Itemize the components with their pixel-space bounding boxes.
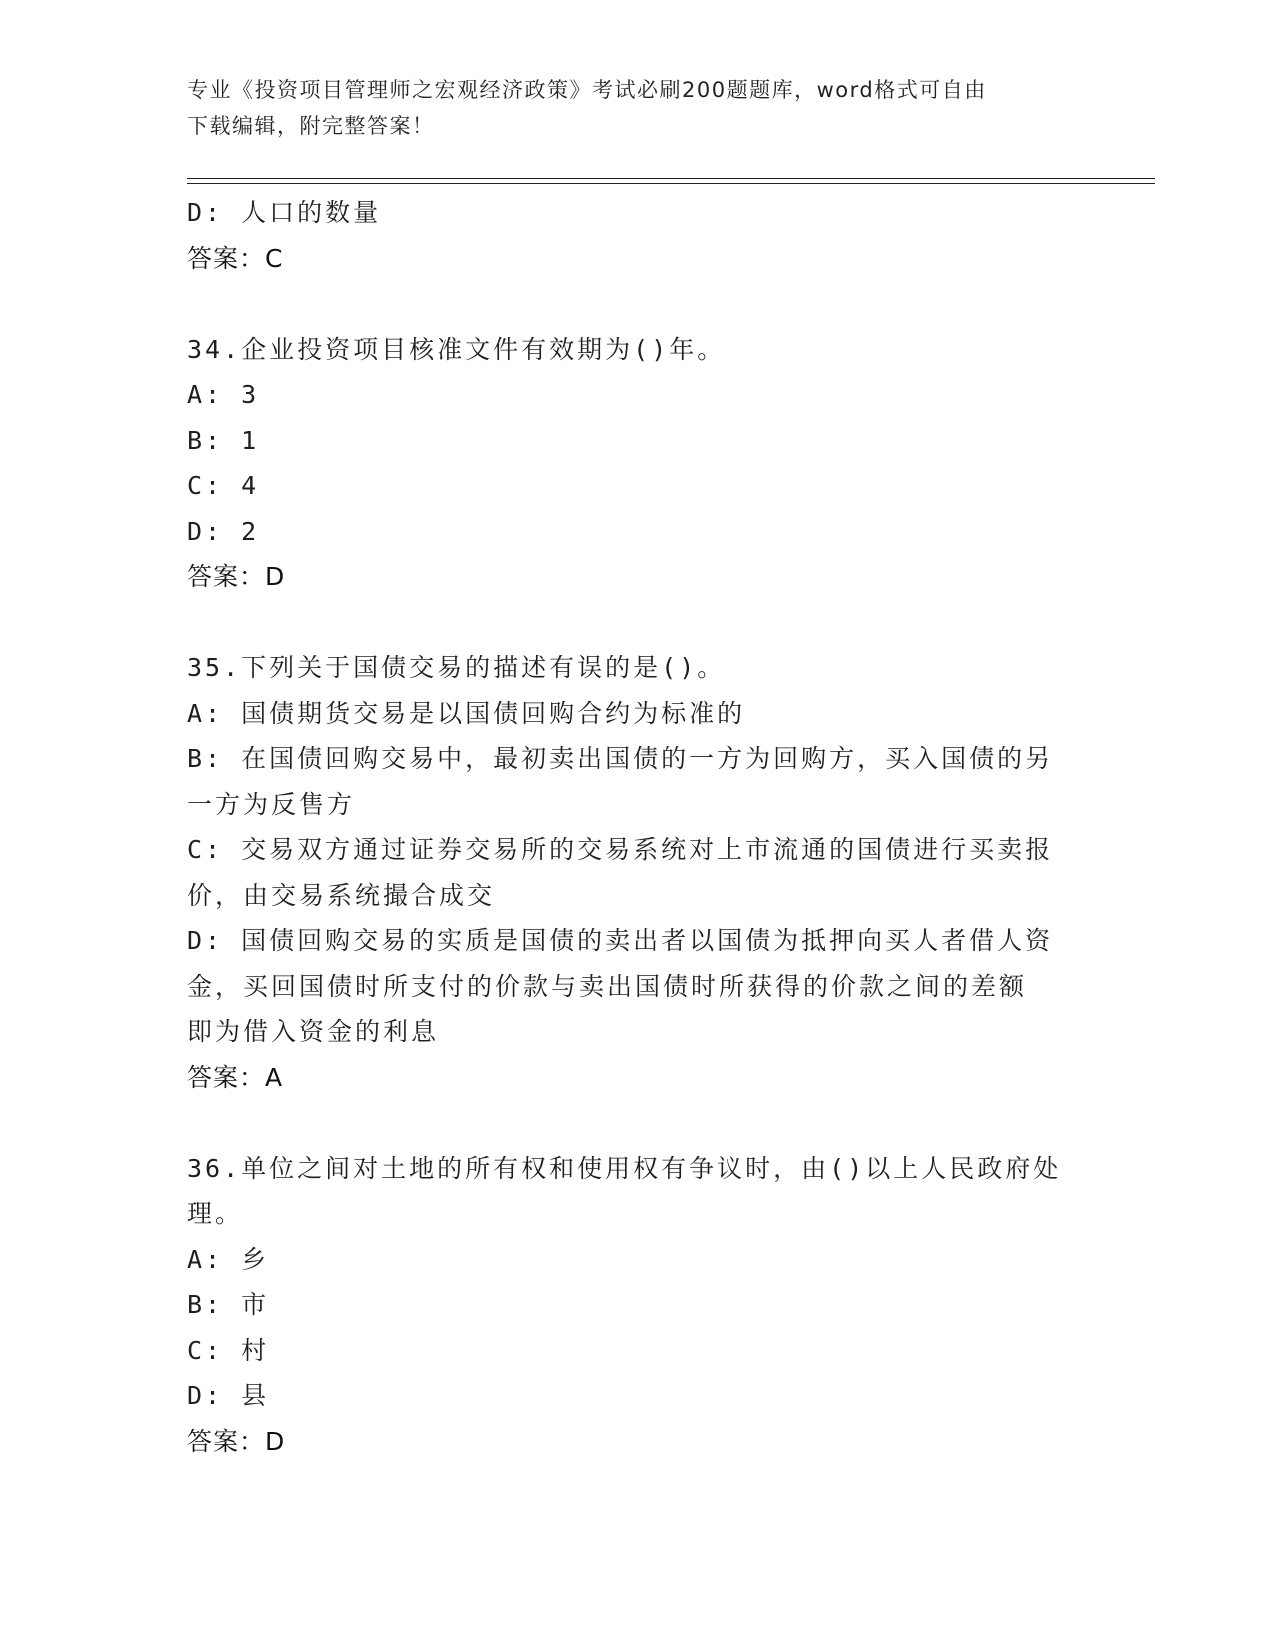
question-stem-line-1: 36.单位之间对土地的所有权和使用权有争议时，由()以上人民政府处 <box>187 1153 1062 1183</box>
option-d: D: 2 <box>187 516 260 546</box>
header-line-1: 专业《投资项目管理师之宏观经济政策》考试必刷200题题库，word格式可自由 <box>187 78 987 102</box>
answer: 答案：D <box>187 562 286 591</box>
question-35 <box>187 645 1087 1100</box>
option-c-line-2: 价，由交易系统撮合成交 <box>187 880 496 910</box>
question-33 <box>187 190 1087 281</box>
option-c: C: 村 <box>187 1335 270 1365</box>
question-stem: 34.企业投资项目核准文件有效期为()年。 <box>187 334 726 364</box>
option-c: C: 4 <box>187 471 260 500</box>
option-a: A: 乡 <box>187 1244 270 1274</box>
question-stem: 35.下列关于国债交易的描述有误的是()。 <box>187 653 726 682</box>
option-d-line-1: D: 国债回购交易的实质是国债的卖出者以国债为抵押向买人者借人资 <box>187 926 1054 955</box>
question-36 <box>187 1146 1087 1465</box>
option-b: B: 1 <box>187 425 260 455</box>
option-b-line-1: B: 在国债回购交易中，最初卖出国债的一方为回购方，买入国债的另 <box>187 744 1054 773</box>
spacer <box>187 1100 1087 1146</box>
option-a: A: 3 <box>187 380 260 409</box>
question-list <box>187 190 1087 1464</box>
option-d-line-3: 即为借入资金的利息 <box>187 1017 440 1046</box>
spacer <box>187 281 1087 327</box>
header-divider-bottom <box>187 183 1155 184</box>
option-b: B: 市 <box>187 1290 270 1319</box>
option-c-line-1: C: 交易双方通过证券交易所的交易系统对上市流通的国债进行买卖报 <box>187 835 1054 864</box>
answer: 答案：C <box>187 243 284 273</box>
document-header <box>187 72 1077 144</box>
option-d: D: 人口的数量 <box>187 198 382 227</box>
header-line-2: 下载编辑，附完整答案！ <box>187 114 435 138</box>
header-divider-top <box>187 178 1155 179</box>
question-34 <box>187 327 1087 600</box>
option-b-line-2: 一方为反售方 <box>187 789 356 819</box>
option-d-line-2: 金，买回国债时所支付的价款与卖出国债时所获得的价款之间的差额 <box>187 971 1028 1001</box>
option-a: A: 国债期货交易是以国债回购合约为标准的 <box>187 698 746 728</box>
answer: 答案：D <box>187 1426 286 1456</box>
option-d: D: 县 <box>187 1381 270 1410</box>
answer: 答案：A <box>187 1062 284 1092</box>
spacer <box>187 600 1087 646</box>
question-stem-line-2: 理。 <box>187 1199 244 1228</box>
